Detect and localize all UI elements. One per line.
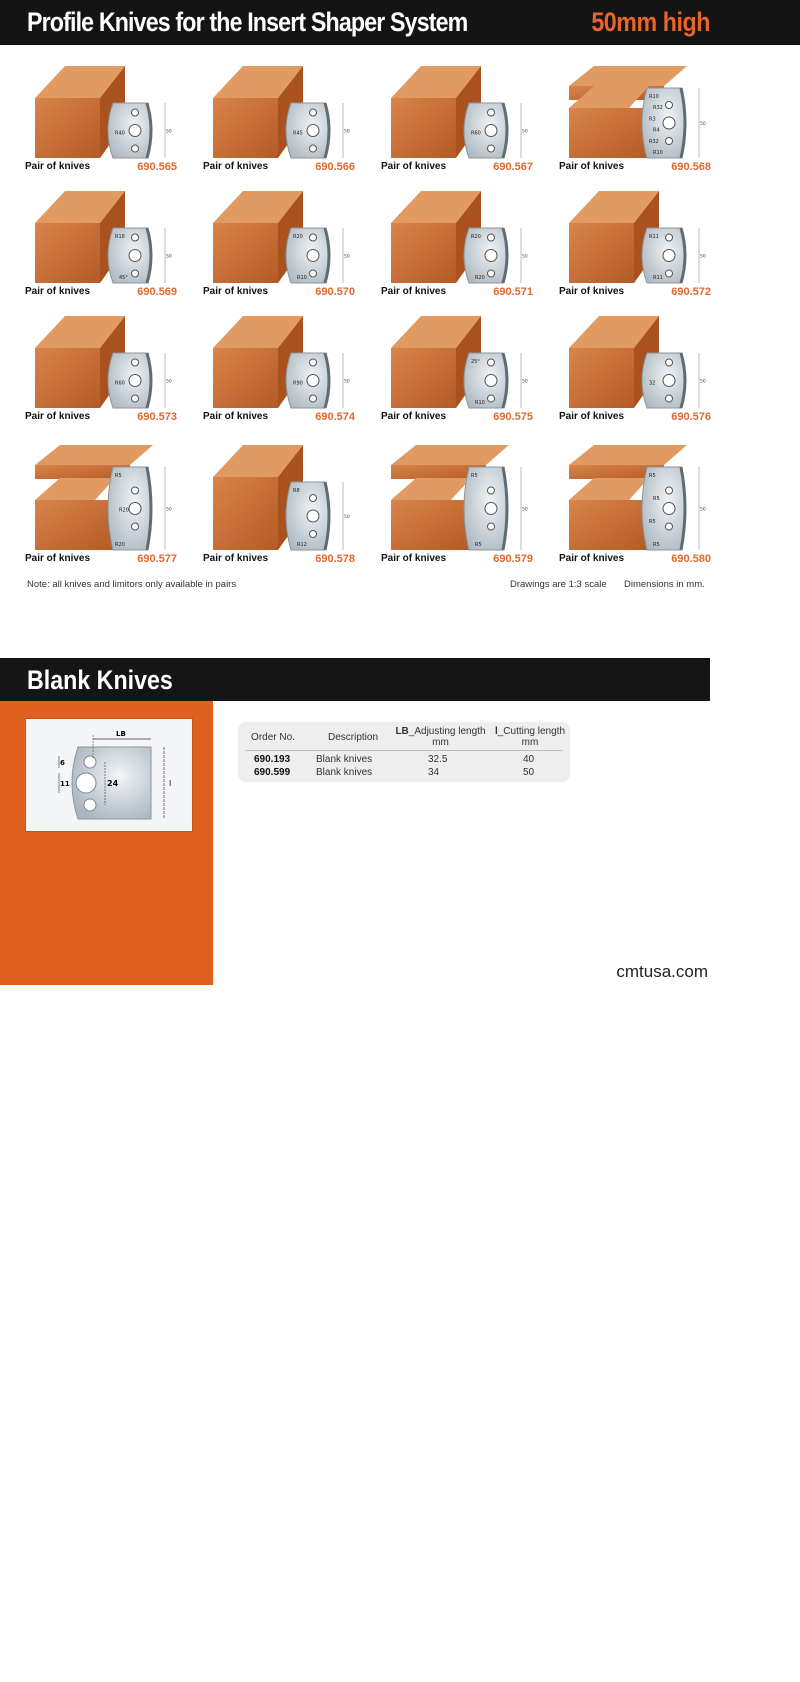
- radius-label: R10: [475, 400, 485, 406]
- radius-label: R32: [653, 105, 663, 112]
- profile-drawing: [559, 58, 711, 160]
- height-dimension: 50: [344, 254, 350, 260]
- knife-hole: [488, 234, 495, 241]
- height-dimension: 50: [522, 254, 528, 260]
- knife-hole: [132, 487, 139, 494]
- header-divider: [246, 750, 562, 751]
- profile-drawing: [25, 58, 177, 160]
- knife-hole: [307, 250, 319, 262]
- height-dimension: 50: [166, 254, 172, 260]
- wood-block: [569, 348, 634, 408]
- product-code: 690.580: [671, 553, 711, 565]
- knife-hole: [307, 125, 319, 137]
- knife-hole: [310, 359, 317, 366]
- knife-hole: [488, 359, 495, 366]
- knife-hole: [666, 234, 673, 241]
- height-dimension: 50: [522, 379, 528, 385]
- height-dimension: 50: [344, 379, 350, 385]
- product-label: Pair of knives: [559, 411, 625, 422]
- radius-label: R20: [115, 542, 125, 548]
- product-code: 690.566: [315, 161, 355, 173]
- product-label: Pair of knives: [25, 411, 91, 422]
- product-label: Pair of knives: [203, 286, 269, 297]
- radius-label: R20: [119, 507, 129, 514]
- product-label: Pair of knives: [559, 286, 625, 297]
- product-card: [25, 183, 177, 301]
- product-card: [25, 437, 177, 568]
- radius-label: R45: [293, 130, 303, 137]
- knife-hole: [666, 270, 673, 277]
- lb-dimension: LB: [116, 730, 126, 738]
- col-lb: LB_Adjusting length mm: [395, 726, 486, 748]
- radius-label: R5: [471, 473, 478, 479]
- page-number: 122: [27, 1664, 54, 1681]
- product-card: [381, 183, 533, 301]
- knife-hole: [666, 138, 673, 145]
- knife-hole: [666, 395, 673, 402]
- wood-block: [213, 477, 278, 550]
- product-code: 690.576: [671, 411, 711, 423]
- radius-label: R5: [475, 542, 482, 548]
- orange-panel: [0, 701, 213, 1681]
- profile-drawing: [25, 437, 177, 552]
- radius-label: R5: [649, 519, 656, 525]
- blank-knives-title: Blank Knives: [27, 665, 173, 695]
- product-card: [203, 308, 355, 426]
- wood-block: [391, 223, 456, 283]
- knife-hole: [129, 503, 141, 515]
- radius-label: R11: [653, 275, 663, 281]
- knife-hole: [663, 250, 675, 262]
- height-dimension: 50: [166, 507, 172, 513]
- wood-block: [213, 98, 278, 158]
- profile-drawing: [381, 437, 533, 552]
- product-code: 690.571: [493, 286, 533, 298]
- product-code: 690.574: [315, 411, 355, 423]
- radius-label: 32: [649, 380, 656, 387]
- product-card: [559, 58, 711, 176]
- product-code: 690.575: [493, 411, 533, 423]
- radius-label: R60: [115, 380, 125, 387]
- radius-label: 25°: [471, 359, 480, 365]
- wood-block: [35, 98, 100, 158]
- knife-hole: [485, 503, 497, 515]
- wood-top-piece: [35, 445, 153, 465]
- radius-label: R5: [115, 473, 122, 479]
- product-code: 690.568: [671, 161, 711, 173]
- units-note: Dimensions in mm.: [624, 579, 705, 590]
- height-dimension: 50: [522, 129, 528, 135]
- radius-label: R4: [653, 127, 660, 134]
- product-code: 690.572: [671, 286, 711, 298]
- page-title: Profile Knives for the Insert Shaper System: [27, 7, 468, 37]
- radius-label: R5: [649, 473, 656, 479]
- pairs-note: Note: all knives and limitors only available in pairs: [27, 579, 237, 590]
- height-dimension: 50: [700, 507, 706, 513]
- radius-label: R12: [297, 542, 307, 548]
- scale-note: Drawings are 1:3 scale: [510, 579, 607, 590]
- wood-top-piece: [569, 445, 687, 465]
- radius-label: R20: [471, 234, 481, 240]
- knife-hole: [132, 270, 139, 277]
- height-label: 50mm high: [591, 7, 710, 37]
- profile-drawing: [203, 437, 355, 552]
- knife-hole: [485, 375, 497, 387]
- profile-drawing: [25, 183, 177, 285]
- product-label: Pair of knives: [381, 553, 447, 564]
- product-card: [25, 58, 177, 176]
- website-url: cmtusa.com: [616, 962, 708, 981]
- profile-drawing: [381, 308, 533, 410]
- product-card: [381, 58, 533, 176]
- wood-block: [213, 348, 278, 408]
- product-label: Pair of knives: [559, 161, 625, 172]
- wood-bottom-piece: [569, 108, 649, 158]
- knife-hole: [132, 145, 139, 152]
- height-dimension: 50: [700, 379, 706, 385]
- dim-24: 24: [107, 779, 119, 788]
- product-label: Pair of knives: [381, 411, 447, 422]
- blank-knives-header: [0, 658, 710, 701]
- knife-hole: [129, 375, 141, 387]
- height-dimension: 50: [344, 129, 350, 135]
- radius-label: R18: [115, 234, 125, 240]
- wood-top-piece: [569, 66, 687, 86]
- knife-hole: [488, 487, 495, 494]
- profile-drawing: [381, 183, 533, 285]
- knife-hole: [488, 523, 495, 530]
- col-description: Description: [327, 732, 379, 743]
- wood-block: [35, 348, 100, 408]
- product-label: Pair of knives: [25, 286, 91, 297]
- product-code: 690.565: [137, 161, 177, 173]
- radius-label: R3: [649, 116, 656, 123]
- knife-hole: [663, 375, 675, 387]
- profile-drawing: [559, 308, 711, 410]
- profile-drawing: [559, 437, 711, 552]
- knife-hole: [666, 359, 673, 366]
- product-code: 690.579: [493, 553, 533, 565]
- wood-block: [35, 223, 100, 283]
- wood-bottom-piece: [35, 500, 115, 550]
- product-label: Pair of knives: [203, 161, 269, 172]
- knife-hole: [310, 531, 317, 538]
- product-code: 690.578: [315, 553, 355, 565]
- profile-drawing: [203, 308, 355, 410]
- product-card: [203, 58, 355, 176]
- knife-hole: [666, 102, 673, 109]
- product-label: Pair of knives: [203, 553, 269, 564]
- radius-label: R40: [115, 130, 125, 137]
- wood-block: [391, 98, 456, 158]
- radius-label: R10: [649, 94, 659, 100]
- product-code: 690.569: [137, 286, 177, 298]
- profile-drawing: [25, 308, 177, 410]
- height-dimension: 50: [522, 507, 528, 513]
- profile-drawing: [203, 183, 355, 285]
- radius-label: R8: [293, 488, 300, 494]
- wood-top-piece: [391, 445, 509, 465]
- product-card: [559, 437, 711, 568]
- product-card: [203, 437, 355, 568]
- product-label: Pair of knives: [559, 553, 625, 564]
- knife-hole: [310, 109, 317, 116]
- height-dimension: 50: [700, 254, 706, 260]
- wood-block: [213, 223, 278, 283]
- dim-6: 6: [60, 759, 65, 767]
- radius-label: R5: [653, 496, 660, 502]
- knife-hole: [310, 234, 317, 241]
- knife-hole: [132, 234, 139, 241]
- knife-hole: [666, 523, 673, 530]
- knife-hole: [485, 250, 497, 262]
- knife-hole: [666, 487, 673, 494]
- wood-block: [391, 348, 456, 408]
- knife-hole: [488, 270, 495, 277]
- product-label: Pair of knives: [25, 161, 91, 172]
- l-dimension: l: [169, 779, 172, 788]
- product-card: [559, 183, 711, 301]
- radius-label: R20: [293, 234, 303, 240]
- radius-label: R60: [471, 130, 481, 137]
- product-card: [559, 308, 711, 426]
- product-label: Pair of knives: [203, 411, 269, 422]
- radius-label: R20: [475, 275, 485, 281]
- knife-hole: [307, 375, 319, 387]
- knife-hole: [310, 495, 317, 502]
- knife-hole: [488, 145, 495, 152]
- product-card: [381, 308, 533, 426]
- radius-label: 45°: [119, 275, 128, 281]
- radius-label: R11: [649, 234, 659, 240]
- wood-bottom-piece: [569, 500, 649, 550]
- blank-knives-table: Order No. Description LB_Adjusting length mm l_Cutting length mm 690.193 Blank knives 32.5 40 690.599 Blank knives 34 50: [238, 722, 570, 782]
- knife-hole: [132, 523, 139, 530]
- col-l: l_Cutting length mm: [494, 726, 566, 748]
- product-code: 690.573: [137, 411, 177, 423]
- knife-hole: [488, 109, 495, 116]
- product-card: [25, 308, 177, 426]
- radius-label: R90: [293, 380, 303, 387]
- profile-drawing: [203, 58, 355, 160]
- knife-hole: [485, 125, 497, 137]
- height-dimension: 50: [166, 129, 172, 135]
- knife-hole: [132, 395, 139, 402]
- product-label: Pair of knives: [381, 286, 447, 297]
- knife-hole: [310, 270, 317, 277]
- col-order: Order No.: [251, 732, 295, 743]
- page-header: [0, 0, 800, 45]
- profile-drawing: [381, 58, 533, 160]
- radius-label: R10: [297, 275, 307, 281]
- knife-hole: [310, 395, 317, 402]
- height-dimension: 50: [166, 379, 172, 385]
- height-dimension: 50: [700, 122, 706, 127]
- profile-drawing: [559, 183, 711, 285]
- wood-block: [569, 223, 634, 283]
- product-label: Pair of knives: [25, 553, 91, 564]
- radius-label: R5: [653, 542, 660, 548]
- radius-label: R10: [653, 150, 663, 156]
- knife-hole: [307, 510, 319, 522]
- product-card: [203, 183, 355, 301]
- knife-hole: [663, 503, 675, 515]
- knife-hole: [129, 125, 141, 137]
- radius-label: R32: [649, 138, 659, 145]
- knife-hole: [488, 395, 495, 402]
- knife-hole: [310, 145, 317, 152]
- product-code: 690.567: [493, 161, 533, 173]
- knife-hole: [132, 109, 139, 116]
- product-code: 690.577: [137, 553, 177, 565]
- height-dimension: 50: [344, 515, 350, 520]
- knife-hole: [129, 250, 141, 262]
- knife-hole: [132, 359, 139, 366]
- wood-bottom-piece: [391, 500, 471, 550]
- product-code: 690.570: [315, 286, 355, 298]
- blank-knife-diagram: [25, 718, 193, 832]
- knife-hole: [663, 117, 675, 129]
- dim-11: 11: [60, 780, 70, 788]
- product-card: [381, 437, 533, 568]
- product-label: Pair of knives: [381, 161, 447, 172]
